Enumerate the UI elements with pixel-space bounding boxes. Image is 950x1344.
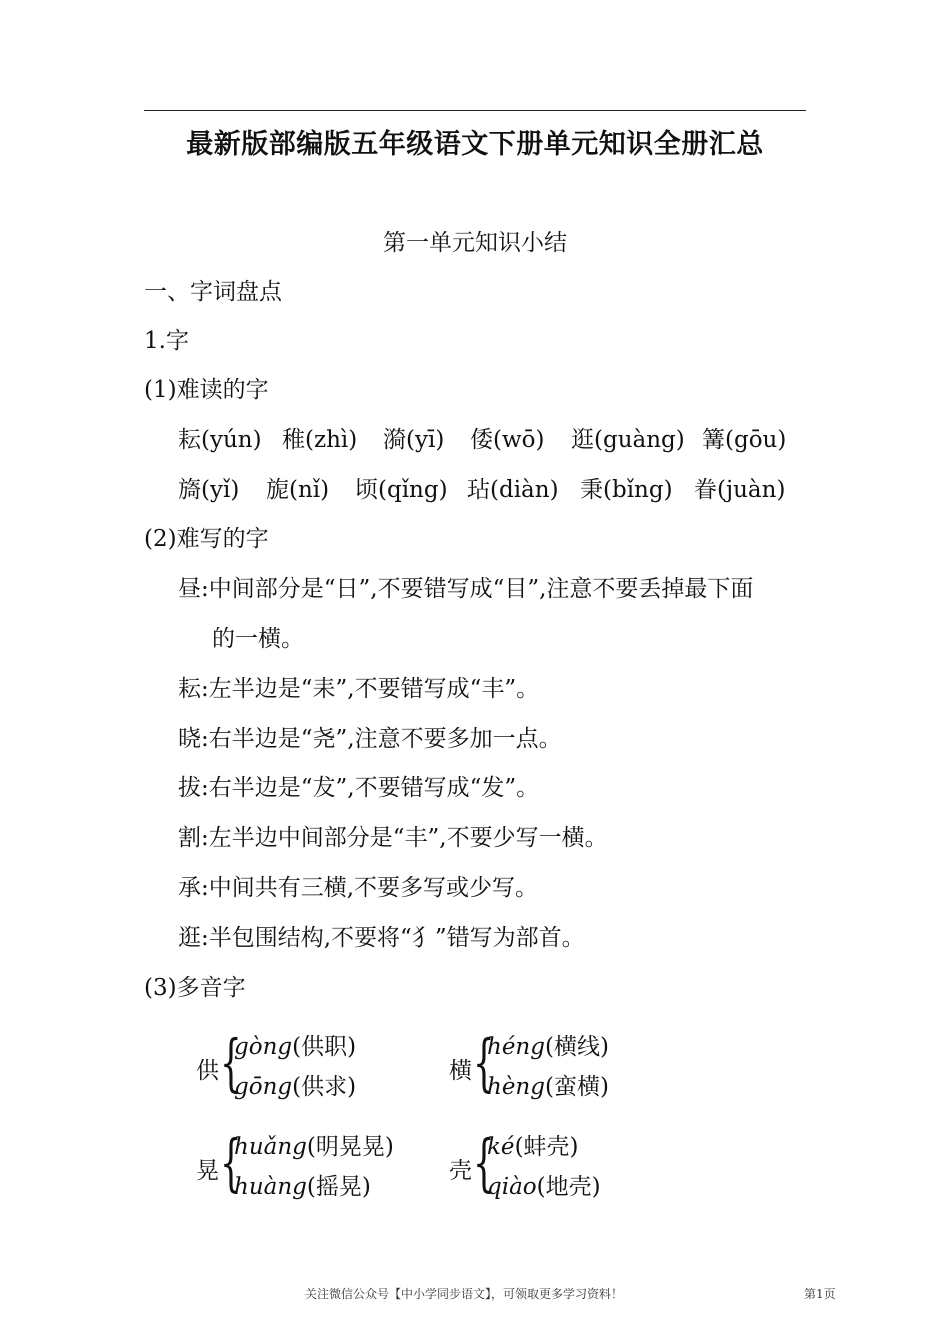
brace-icon: { xyxy=(220,1126,242,1199)
polyphone-char: 晃 xyxy=(196,1158,219,1184)
header-rule xyxy=(144,110,806,111)
char-item: 旖(yǐ) xyxy=(178,477,240,503)
page-number: 第1页 xyxy=(804,1287,836,1301)
char-item: 眷(juàn) xyxy=(694,477,786,503)
section-heading: 一、字词盘点 xyxy=(144,279,282,305)
reading-2: gōng(供求) xyxy=(234,1074,357,1100)
hard-write-item: 的一横。 xyxy=(212,626,304,652)
reading-2: qiào(地壳) xyxy=(487,1174,601,1200)
hard-write-item: 拔:右半边是“犮”,不要错写成“发”。 xyxy=(178,775,540,801)
reading-2: huàng(摇晃) xyxy=(234,1174,371,1200)
polyphone-label: (3)多音字 xyxy=(144,975,246,1001)
char-item: 漪(yī) xyxy=(383,427,445,453)
hard-write-item: 承:中间共有三横,不要多写或少写。 xyxy=(178,875,539,901)
reading-1: gòng(供职) xyxy=(234,1034,357,1060)
brace-icon: { xyxy=(473,1026,495,1099)
char-item: 玷(diàn) xyxy=(467,477,559,503)
polyphone-char: 横 xyxy=(449,1058,472,1084)
char-item: 耘(yún) xyxy=(178,427,262,453)
reading-2: hèng(蛮横) xyxy=(487,1074,609,1100)
hard-write-label: (2)难写的字 xyxy=(144,526,269,552)
hard-read-label: (1)难读的字 xyxy=(144,377,269,403)
polyphone-char: 壳 xyxy=(449,1158,472,1184)
char-item: 稚(zhì) xyxy=(282,427,358,453)
char-item: 秉(bǐng) xyxy=(580,477,673,503)
char-item: 倭(wō) xyxy=(470,427,545,453)
subsection-characters: 1.字 xyxy=(144,328,189,354)
brace-icon: { xyxy=(473,1126,495,1199)
polyphone-char: 供 xyxy=(196,1058,219,1084)
reading-1: héng(横线) xyxy=(487,1034,609,1060)
char-item: 逛(guàng) xyxy=(571,427,685,453)
unit-title: 第一单元知识小结 xyxy=(383,230,567,256)
char-item: 顷(qǐng) xyxy=(355,477,448,503)
reading-1: ké(蚌壳) xyxy=(487,1134,579,1160)
hard-write-item: 割:左半边中间部分是“丰”,不要少写一横。 xyxy=(178,825,608,851)
hard-write-item: 耘:左半边是“耒”,不要错写成“丰”。 xyxy=(178,676,540,702)
hard-write-item: 昼:中间部分是“日”,不要错写成“目”,注意不要丢掉最下面 xyxy=(178,576,754,602)
hard-write-item: 晓:右半边是“尧”,注意不要多加一点。 xyxy=(178,726,562,752)
char-item: 篝(gōu) xyxy=(702,427,787,453)
brace-icon: { xyxy=(220,1026,242,1099)
char-item: 旎(nǐ) xyxy=(266,477,330,503)
reading-1: huǎng(明晃晃) xyxy=(234,1134,394,1160)
document-title: 最新版部编版五年级语文下册单元知识全册汇总 xyxy=(186,129,764,160)
footer-note: 关注微信公众号【中小学同步语文】，可领取更多学习资料！ xyxy=(305,1287,624,1301)
hard-write-item: 逛:半包围结构,不要将“犭”错写为部首。 xyxy=(178,925,585,951)
